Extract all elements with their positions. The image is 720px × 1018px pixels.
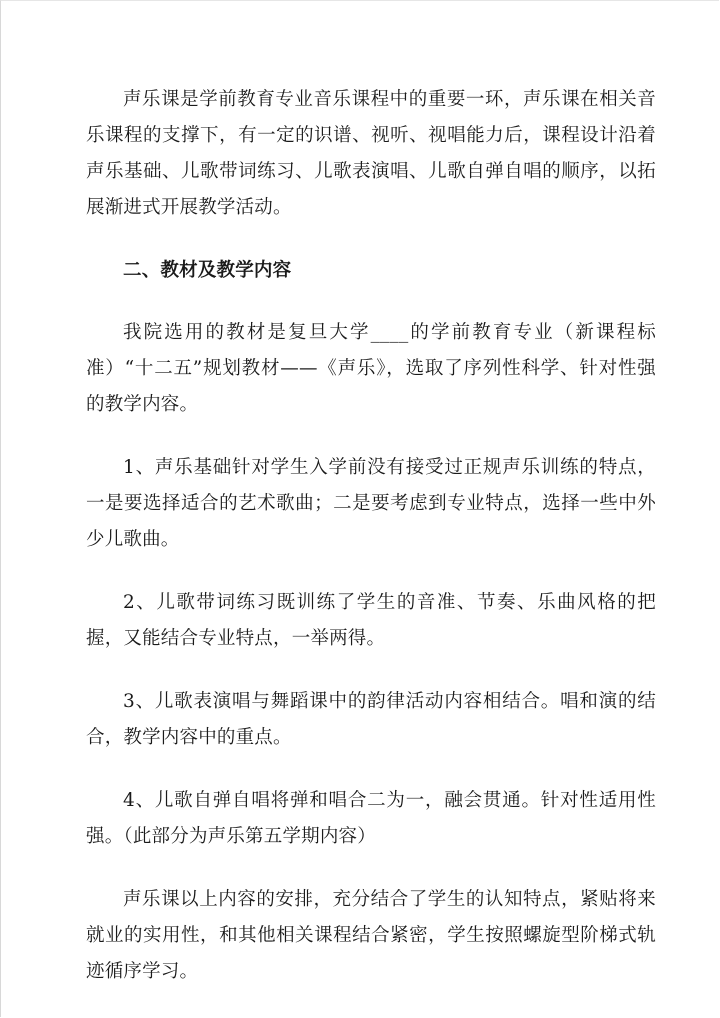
paragraph-item-3: 3、儿歌表演唱与舞蹈课中的韵律活动内容相结合。唱和演的结合，教学内容中的重点。 (86, 691, 656, 748)
section-heading-textbook: 二、教材及教学内容 (123, 260, 292, 281)
paragraph-item-4: 4、儿歌自弹自唱将弹和唱合二为一，融会贯通。针对性适用性强。（此部分为声乐第五学期内容） (86, 790, 656, 847)
paragraph-textbook: 我院选用的教材是复旦大学____的学前教育专业（新课程标准）“十二五”规划教材——《声乐》，选取了序列性科学、针对性强的教学内容。 (86, 322, 656, 415)
paragraph-item-2: 2、儿歌带词练习既训练了学生的音准、节奏、乐曲风格的把握，又能结合专业特点，一举两得。 (86, 592, 656, 649)
paragraph-intro: 声乐课是学前教育专业音乐课程中的重要一环，声乐课在相关音乐课程的支撑下，有一定的识谱、视听、视唱能力后，课程设计沿着声乐基础、儿歌带词练习、儿歌表演唱、儿歌自弹自唱的顺序，以拓展渐进式开展教学活动。 (86, 89, 656, 218)
paragraph-item-1: 1、声乐基础针对学生入学前没有接受过正规声乐训练的特点，一是要选择适合的艺术歌曲；二是要考虑到专业特点，选择一些中外少儿歌曲。 (86, 457, 656, 550)
paragraph-summary: 声乐课以上内容的安排，充分结合了学生的认知特点，紧贴将来就业的实用性，和其他相关课程结合紧密，学生按照螺旋型阶梯式轨迹循序学习。 (86, 889, 656, 982)
document-body (86, 82, 656, 1017)
